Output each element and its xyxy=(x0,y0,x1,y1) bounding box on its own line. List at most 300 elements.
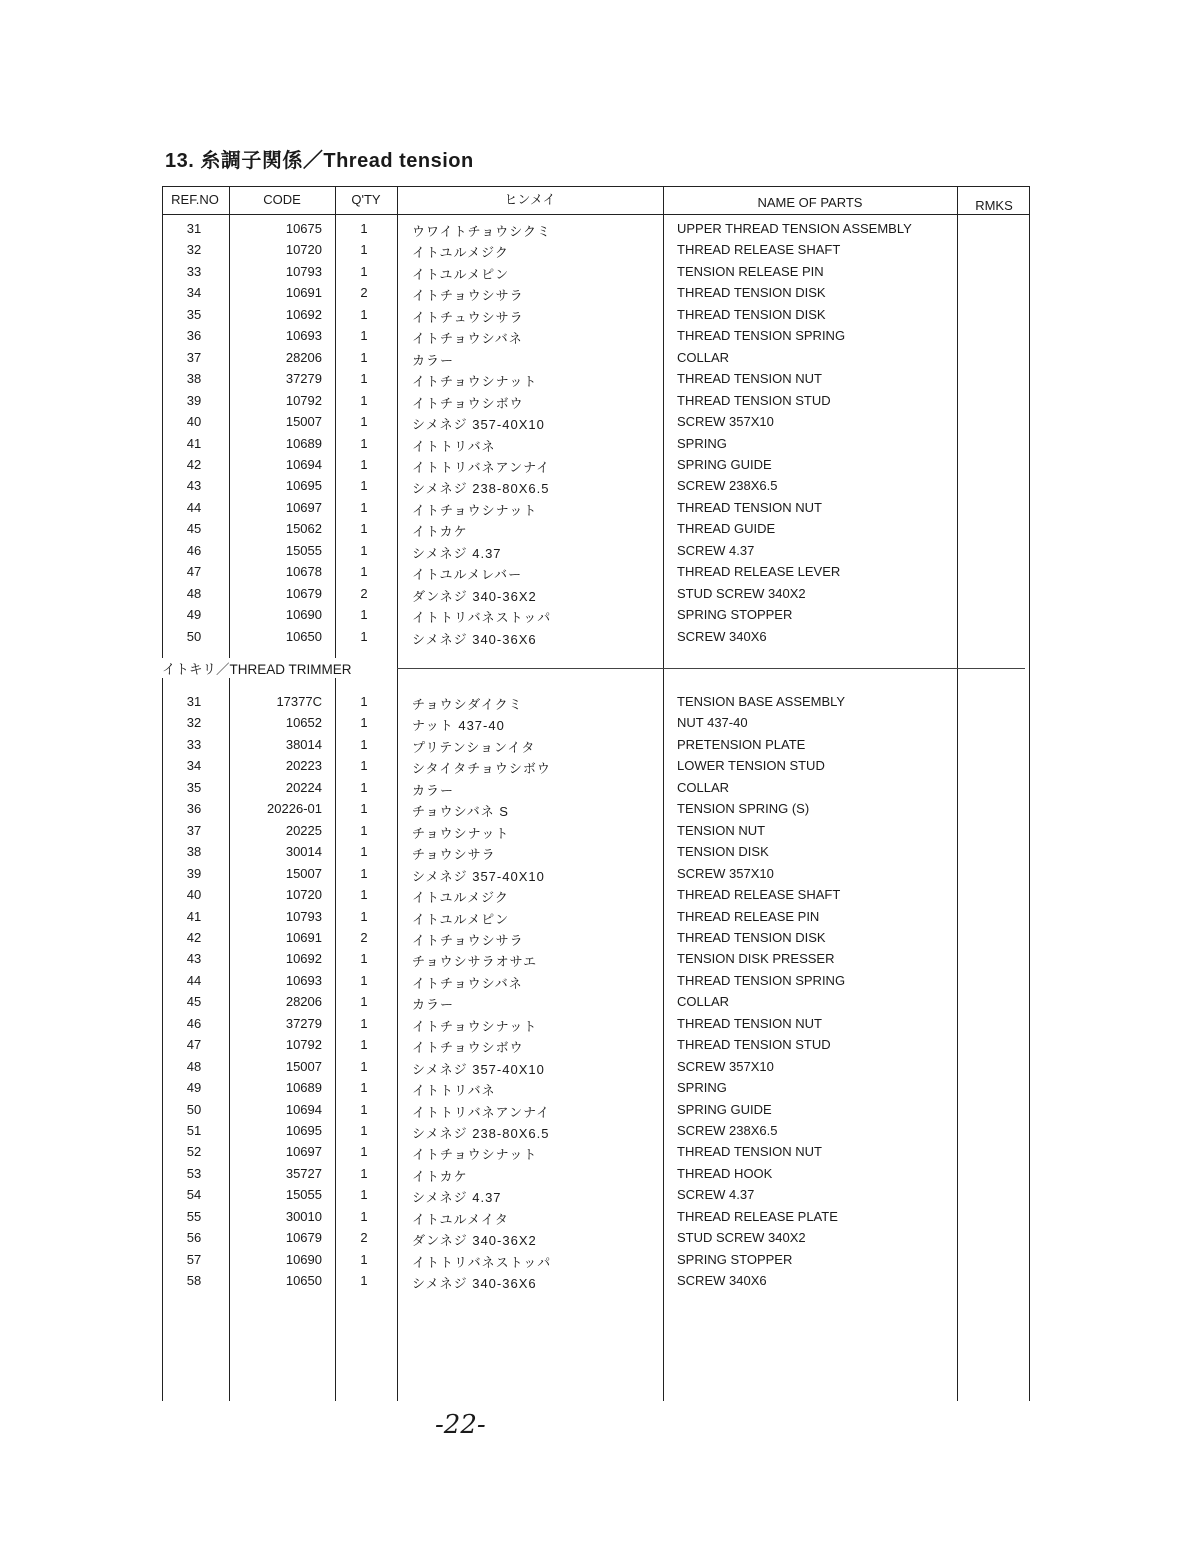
code-cell: 10650 xyxy=(285,628,322,644)
ref-cell: 35 xyxy=(186,779,202,795)
kana-cell: シメネジ 238-80X6.5 xyxy=(412,481,550,497)
qty-cell: 2 xyxy=(360,285,368,301)
kana-cell: イトトリバネアンナイ xyxy=(412,459,551,475)
code-cell: 10793 xyxy=(285,908,322,924)
table-row xyxy=(162,1014,1030,1035)
table-row xyxy=(162,1057,1030,1078)
qty-cell: 1 xyxy=(360,972,368,988)
table-row xyxy=(162,756,1030,777)
code-cell: 10691 xyxy=(285,285,322,301)
code-cell: 20225 xyxy=(285,822,322,838)
ref-cell: 56 xyxy=(186,1230,202,1246)
name-cell: SPRING STOPPER xyxy=(677,1251,793,1267)
code-cell: 10720 xyxy=(285,242,322,258)
name-cell: THREAD TENSION NUT xyxy=(677,1144,822,1160)
name-cell: THREAD TENSION NUT xyxy=(677,1015,822,1031)
qty-cell: 1 xyxy=(360,349,368,365)
ref-cell: 51 xyxy=(186,1123,202,1138)
kana-cell: ナット 437-40 xyxy=(412,718,505,734)
code-cell: 10697 xyxy=(285,1144,322,1160)
table-row xyxy=(162,240,1030,261)
kana-cell: チョウシダイクミ xyxy=(412,697,523,712)
name-cell: SCREW 238X6.5 xyxy=(677,478,778,494)
section-divider xyxy=(397,668,1025,669)
code-cell: 10650 xyxy=(285,1273,322,1289)
ref-cell: 34 xyxy=(186,758,202,774)
table-row xyxy=(162,992,1030,1013)
kana-cell: イトチョウシナット xyxy=(412,374,538,390)
kana-cell: イトチョウシナット xyxy=(412,502,538,518)
name-cell: SCREW 4.37 xyxy=(677,542,755,558)
code-cell: 10695 xyxy=(285,478,322,494)
ref-cell: 43 xyxy=(186,478,202,494)
table-row xyxy=(162,1100,1030,1121)
qty-cell: 1 xyxy=(360,328,368,344)
kana-cell: カラー xyxy=(412,782,455,798)
table-row xyxy=(162,584,1030,605)
ref-cell: 39 xyxy=(186,392,202,408)
qty-cell: 1 xyxy=(360,607,368,623)
kana-cell: イトユルメジク xyxy=(412,245,509,261)
name-cell: SCREW 4.37 xyxy=(677,1187,755,1203)
kana-cell: イトチョウシボウ xyxy=(412,1040,524,1056)
name-cell: SCREW 357X10 xyxy=(677,414,774,430)
kana-cell: イトチュウシサラ xyxy=(412,309,524,325)
qty-cell: 1 xyxy=(360,951,368,967)
header-kana: ヒンメイ xyxy=(504,192,556,207)
table-row xyxy=(162,391,1030,412)
table-row xyxy=(162,605,1030,626)
ref-cell: 52 xyxy=(186,1144,202,1160)
table-row xyxy=(162,949,1030,970)
code-cell: 15007 xyxy=(285,1058,322,1074)
ref-cell: 33 xyxy=(186,263,202,279)
name-cell: THREAD TENSION STUD xyxy=(677,1037,831,1053)
qty-cell: 1 xyxy=(360,736,368,752)
header-ref: REF.NO xyxy=(171,192,219,207)
code-cell: 28206 xyxy=(285,994,322,1010)
header-qty: Q'TY xyxy=(351,192,381,207)
qty-cell: 1 xyxy=(360,1123,368,1138)
table-row xyxy=(162,713,1030,734)
code-cell: 10679 xyxy=(285,585,322,601)
code-cell: 30014 xyxy=(285,844,322,860)
code-cell: 10693 xyxy=(285,972,322,988)
code-cell: 15007 xyxy=(285,414,322,430)
kana-cell: イトチョウシバネ xyxy=(412,331,523,347)
name-cell: THREAD RELEASE PLATE xyxy=(677,1208,838,1224)
ref-cell: 33 xyxy=(186,736,202,752)
ref-cell: 38 xyxy=(186,844,202,860)
code-cell: 10690 xyxy=(285,1251,322,1267)
name-cell: PRETENSION PLATE xyxy=(677,736,806,752)
kana-cell: シメネジ 4.37 xyxy=(412,1190,502,1206)
kana-cell: イトチョウシナット xyxy=(412,1147,538,1163)
name-cell: THREAD TENSION NUT xyxy=(677,371,822,387)
ref-cell: 39 xyxy=(186,865,202,881)
qty-cell: 2 xyxy=(360,585,368,601)
table-row xyxy=(162,519,1030,540)
table-row xyxy=(162,971,1030,992)
qty-cell: 1 xyxy=(360,1015,368,1031)
ref-cell: 32 xyxy=(186,242,202,258)
kana-cell: イトトリバネ xyxy=(412,438,496,454)
kana-cell: シメネジ 357-40X10 xyxy=(412,417,545,433)
qty-cell: 1 xyxy=(360,844,368,860)
name-cell: SPRING xyxy=(677,1080,727,1096)
qty-cell: 1 xyxy=(360,887,368,903)
qty-cell: 1 xyxy=(360,1251,368,1267)
ref-cell: 42 xyxy=(186,929,202,945)
kana-cell: イトチョウシバネ xyxy=(412,975,523,991)
code-cell: 35727 xyxy=(285,1165,322,1181)
qty-cell: 1 xyxy=(360,779,368,795)
table-row xyxy=(162,1250,1030,1271)
qty-cell: 1 xyxy=(360,564,368,580)
table-row xyxy=(162,498,1030,519)
kana-cell: シメネジ 357-40X10 xyxy=(412,1061,545,1077)
kana-cell: イトユルメジク xyxy=(412,890,509,906)
code-cell: 15007 xyxy=(285,865,322,881)
qty-cell: 1 xyxy=(360,1080,368,1096)
ref-cell: 53 xyxy=(186,1165,202,1181)
table-row xyxy=(162,778,1030,799)
qty-cell: 1 xyxy=(360,1273,368,1289)
name-cell: TENSION SPRING (S) xyxy=(677,801,810,817)
code-cell: 37279 xyxy=(285,1015,322,1031)
code-cell: 10678 xyxy=(285,564,322,580)
name-cell: SCREW 238X6.5 xyxy=(677,1123,778,1138)
kana-cell: カラー xyxy=(412,997,455,1013)
qty-cell: 1 xyxy=(360,865,368,881)
qty-cell: 1 xyxy=(360,694,368,709)
ref-cell: 31 xyxy=(186,694,202,709)
table-row xyxy=(162,369,1030,390)
name-cell: THREAD TENSION SPRING xyxy=(677,972,846,988)
name-cell: THREAD TENSION NUT xyxy=(677,499,822,515)
code-cell: 10693 xyxy=(285,328,322,344)
name-cell: THREAD RELEASE LEVER xyxy=(677,564,841,580)
header-name: NAME OF PARTS xyxy=(757,195,863,210)
ref-cell: 57 xyxy=(186,1251,202,1267)
ref-cell: 40 xyxy=(186,414,202,430)
qty-cell: 1 xyxy=(360,521,368,537)
table-row xyxy=(162,842,1030,863)
table-row xyxy=(162,1207,1030,1228)
table-row xyxy=(162,412,1030,433)
kana-cell: イトユルメピン xyxy=(412,266,510,282)
name-cell: THREAD RELEASE SHAFT xyxy=(677,887,841,903)
name-cell: SPRING GUIDE xyxy=(677,1101,772,1117)
ref-cell: 32 xyxy=(186,715,202,731)
table-row xyxy=(162,455,1030,476)
code-cell: 15055 xyxy=(285,1187,322,1203)
name-cell: THREAD TENSION DISK xyxy=(677,929,826,945)
table-row xyxy=(162,907,1030,928)
ref-cell: 49 xyxy=(186,607,202,623)
name-cell: STUD SCREW 340X2 xyxy=(677,1230,806,1246)
ref-cell: 54 xyxy=(186,1187,202,1203)
code-cell: 17377C xyxy=(276,694,322,709)
page-number: -22- xyxy=(435,1410,486,1440)
qty-cell: 1 xyxy=(360,414,368,430)
ref-cell: 35 xyxy=(186,306,202,322)
table-row xyxy=(162,627,1030,648)
qty-cell: 1 xyxy=(360,822,368,838)
kana-cell: イトユルメレバー xyxy=(412,567,523,583)
name-cell: STUD SCREW 340X2 xyxy=(677,585,806,601)
ref-cell: 45 xyxy=(186,521,202,537)
table-row xyxy=(162,864,1030,885)
name-cell: NUT 437-40 xyxy=(677,715,748,731)
code-cell: 10695 xyxy=(285,1123,322,1138)
ref-cell: 41 xyxy=(186,435,202,451)
name-cell: SPRING xyxy=(677,435,727,451)
name-cell: SCREW 357X10 xyxy=(677,1058,774,1074)
qty-cell: 1 xyxy=(360,435,368,451)
name-cell: SCREW 340X6 xyxy=(677,628,767,644)
qty-cell: 1 xyxy=(360,1144,368,1160)
table-row xyxy=(162,476,1030,497)
name-cell: TENSION DISK PRESSER xyxy=(677,951,835,967)
qty-cell: 1 xyxy=(360,628,368,644)
table-row xyxy=(162,1121,1030,1142)
code-cell: 38014 xyxy=(285,736,322,752)
name-cell: THREAD TENSION STUD xyxy=(677,392,831,408)
kana-cell: イトトリバネ xyxy=(412,1083,496,1099)
header-rmks: RMKS xyxy=(975,198,1013,213)
qty-cell: 1 xyxy=(360,1187,368,1203)
qty-cell: 1 xyxy=(360,715,368,731)
qty-cell: 1 xyxy=(360,1037,368,1053)
table-row xyxy=(162,1164,1030,1185)
name-cell: SPRING GUIDE xyxy=(677,456,772,472)
ref-cell: 37 xyxy=(186,822,202,838)
code-cell: 15062 xyxy=(285,521,322,537)
qty-cell: 1 xyxy=(360,499,368,515)
kana-cell: シメネジ 357-40X10 xyxy=(412,868,545,884)
parts-table xyxy=(162,186,1030,1401)
code-cell: 10692 xyxy=(285,306,322,322)
name-cell: THREAD RELEASE PIN xyxy=(677,908,820,924)
ref-cell: 44 xyxy=(186,972,202,988)
table-row xyxy=(162,928,1030,949)
ref-cell: 31 xyxy=(186,221,202,236)
kana-cell: イトカケ xyxy=(412,524,468,540)
kana-cell: イトトリバネストッパ xyxy=(412,1254,552,1270)
ref-cell: 36 xyxy=(186,328,202,344)
kana-cell: チョウシナット xyxy=(412,825,510,841)
qty-cell: 2 xyxy=(360,929,368,945)
code-cell: 20223 xyxy=(285,758,322,774)
qty-cell: 1 xyxy=(360,478,368,494)
code-cell: 15055 xyxy=(285,542,322,558)
name-cell: TENSION DISK xyxy=(677,844,769,860)
ref-cell: 47 xyxy=(186,1037,202,1053)
qty-cell: 1 xyxy=(360,1058,368,1074)
qty-cell: 1 xyxy=(360,242,368,258)
code-cell: 10694 xyxy=(285,456,322,472)
table-row xyxy=(162,799,1030,820)
name-cell: THREAD GUIDE xyxy=(677,521,776,537)
table-row xyxy=(162,283,1030,304)
table-row xyxy=(162,735,1030,756)
qty-cell: 1 xyxy=(360,392,368,408)
kana-cell: イトユルメピン xyxy=(412,911,510,927)
name-cell: COLLAR xyxy=(677,349,730,365)
name-cell: THREAD TENSION DISK xyxy=(677,285,826,301)
name-cell: THREAD TENSION DISK xyxy=(677,306,826,322)
section-label-thread-trimmer: イトキリ／THREAD TRIMMER xyxy=(162,658,360,678)
code-cell: 10694 xyxy=(285,1101,322,1117)
table-row xyxy=(162,262,1030,283)
name-cell: TENSION BASE ASSEMBLY xyxy=(677,694,846,709)
name-cell: SPRING STOPPER xyxy=(677,607,793,623)
code-cell: 10792 xyxy=(285,392,322,408)
name-cell: THREAD TENSION SPRING xyxy=(677,328,846,344)
kana-cell: シメネジ 4.37 xyxy=(412,545,502,561)
qty-cell: 1 xyxy=(360,908,368,924)
table-row xyxy=(162,692,1030,713)
kana-cell: シメネジ 340-36X6 xyxy=(412,1276,537,1292)
qty-cell: 1 xyxy=(360,994,368,1010)
code-cell: 30010 xyxy=(285,1208,322,1224)
code-cell: 20224 xyxy=(285,779,322,795)
ref-cell: 49 xyxy=(186,1080,202,1096)
kana-cell: プリテンションイタ xyxy=(412,739,536,755)
qty-cell: 1 xyxy=(360,801,368,817)
ref-cell: 38 xyxy=(186,371,202,387)
ref-cell: 43 xyxy=(186,951,202,967)
ref-cell: 50 xyxy=(186,628,202,644)
kana-cell: カラー xyxy=(412,352,455,368)
page-title: 13. 糸調子関係／Thread tension xyxy=(165,150,474,172)
code-cell: 10720 xyxy=(285,887,322,903)
kana-cell: ダンネジ 340-36X2 xyxy=(412,1233,537,1249)
qty-cell: 1 xyxy=(360,456,368,472)
code-cell: 10689 xyxy=(285,1080,322,1096)
table-row xyxy=(162,219,1030,240)
table-row xyxy=(162,1078,1030,1099)
code-cell: 10652 xyxy=(285,715,322,731)
code-cell: 10689 xyxy=(285,435,322,451)
ref-cell: 37 xyxy=(186,349,202,365)
ref-cell: 48 xyxy=(186,1058,202,1074)
qty-cell: 1 xyxy=(360,371,368,387)
code-cell: 20226-01 xyxy=(267,801,322,817)
name-cell: SCREW 357X10 xyxy=(677,865,774,881)
name-cell: SCREW 340X6 xyxy=(677,1273,767,1289)
table-row xyxy=(162,1035,1030,1056)
kana-cell: チョウシサラ xyxy=(412,847,496,863)
ref-cell: 41 xyxy=(186,908,202,924)
table-row xyxy=(162,1185,1030,1206)
code-cell: 10679 xyxy=(285,1230,322,1246)
qty-cell: 1 xyxy=(360,306,368,322)
qty-cell: 1 xyxy=(360,221,368,236)
qty-cell: 1 xyxy=(360,1165,368,1181)
table-row xyxy=(162,348,1030,369)
name-cell: THREAD HOOK xyxy=(677,1165,773,1181)
kana-cell: シタイタチョウシボウ xyxy=(412,761,551,777)
table-row xyxy=(162,1228,1030,1249)
ref-cell: 55 xyxy=(186,1208,202,1224)
kana-cell: イトチョウシナット xyxy=(412,1018,538,1034)
kana-cell: イトトリバネアンナイ xyxy=(412,1104,551,1120)
name-cell: LOWER TENSION STUD xyxy=(677,758,825,774)
code-cell: 10690 xyxy=(285,607,322,623)
table-row xyxy=(162,821,1030,842)
name-cell: UPPER THREAD TENSION ASSEMBLY xyxy=(677,221,912,236)
kana-cell: イトトリバネストッパ xyxy=(412,610,552,626)
kana-cell: シメネジ 238-80X6.5 xyxy=(412,1126,550,1141)
name-cell: THREAD RELEASE SHAFT xyxy=(677,242,841,258)
name-cell: TENSION RELEASE PIN xyxy=(677,263,824,279)
ref-cell: 45 xyxy=(186,994,202,1010)
ref-cell: 46 xyxy=(186,542,202,558)
qty-cell: 1 xyxy=(360,1101,368,1117)
kana-cell: チョウシサラオサエ xyxy=(412,954,538,970)
table-row xyxy=(162,434,1030,455)
code-cell: 10793 xyxy=(285,263,322,279)
code-cell: 10697 xyxy=(285,499,322,515)
table-top-rule xyxy=(162,186,1030,187)
table-row xyxy=(162,305,1030,326)
qty-cell: 1 xyxy=(360,758,368,774)
ref-cell: 46 xyxy=(186,1015,202,1031)
code-cell: 28206 xyxy=(285,349,322,365)
table-row xyxy=(162,1142,1030,1163)
name-cell: COLLAR xyxy=(677,994,730,1010)
ref-cell: 48 xyxy=(186,585,202,601)
code-cell: 10691 xyxy=(285,929,322,945)
table-row xyxy=(162,1271,1030,1292)
kana-cell: イトチョウシサラ xyxy=(412,932,524,948)
ref-cell: 58 xyxy=(186,1273,202,1289)
code-cell: 37279 xyxy=(285,371,322,387)
ref-cell: 42 xyxy=(186,456,202,472)
ref-cell: 40 xyxy=(186,887,202,903)
name-cell: COLLAR xyxy=(677,779,730,795)
kana-cell: シメネジ 340-36X6 xyxy=(412,631,537,647)
table-row xyxy=(162,541,1030,562)
code-cell: 10692 xyxy=(285,951,322,967)
ref-cell: 44 xyxy=(186,499,202,515)
header-rule xyxy=(162,214,1030,215)
name-cell: TENSION NUT xyxy=(677,822,766,838)
kana-cell: イトユルメイタ xyxy=(412,1211,509,1227)
table-row xyxy=(162,885,1030,906)
code-cell: 10675 xyxy=(285,221,322,236)
table-row xyxy=(162,326,1030,347)
table-row xyxy=(162,562,1030,583)
ref-cell: 36 xyxy=(186,801,202,817)
kana-cell: ウワイトチョウシクミ xyxy=(412,224,551,239)
qty-cell: 1 xyxy=(360,542,368,558)
kana-cell: チョウシバネ S xyxy=(412,804,509,820)
qty-cell: 1 xyxy=(360,263,368,279)
kana-cell: ダンネジ 340-36X2 xyxy=(412,588,537,604)
header-code: CODE xyxy=(263,192,301,207)
kana-cell: イトカケ xyxy=(412,1168,468,1184)
qty-cell: 2 xyxy=(360,1230,368,1246)
code-cell: 10792 xyxy=(285,1037,322,1053)
kana-cell: イトチョウシボウ xyxy=(412,395,524,411)
kana-cell: イトチョウシサラ xyxy=(412,288,524,304)
ref-cell: 34 xyxy=(186,285,202,301)
ref-cell: 50 xyxy=(186,1101,202,1117)
ref-cell: 47 xyxy=(186,564,202,580)
